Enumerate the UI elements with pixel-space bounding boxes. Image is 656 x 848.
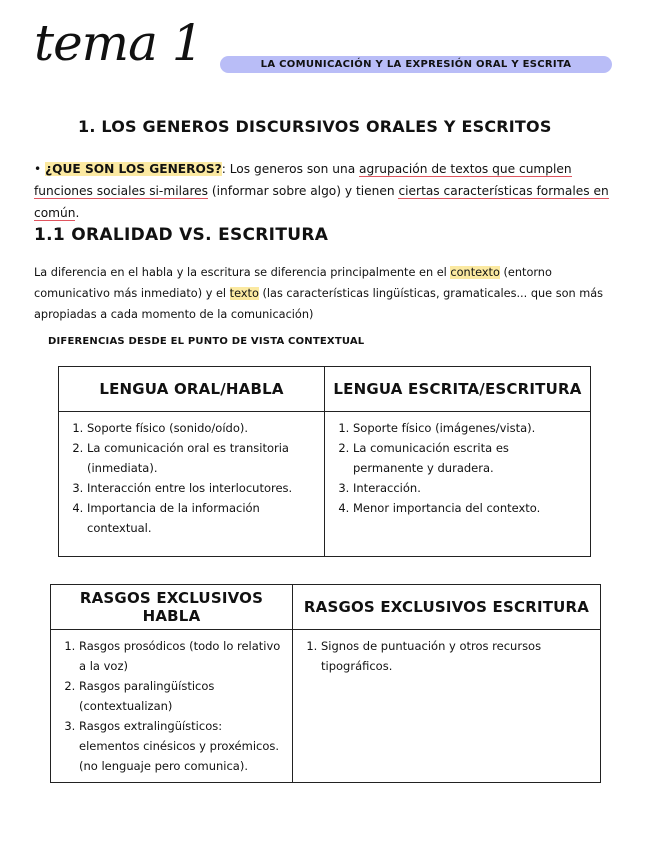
table1-cell-written	[325, 412, 591, 557]
list-item: 3. Rasgos extralingüísticos: elementos cinésicos y proxémicos. (no lenguaje pero comunica).	[79, 716, 282, 776]
para-text-b: (entorno comunicativo más inmediato) y el	[34, 266, 552, 300]
para-highlight-text: texto	[229, 287, 259, 300]
list-item: 1. Signos de puntuación y otros recursos tipográficos.	[321, 636, 590, 676]
list-item: 3. Interacción.	[353, 478, 580, 498]
answer-text-c: .	[75, 206, 80, 220]
bullet-dot-icon: •	[34, 162, 46, 176]
list-item: 1. Soporte físico (imágenes/vista).	[353, 418, 580, 438]
answer-highlight-2: ciertas características formales en común	[34, 184, 609, 220]
list-item: 2. Rasgos paralingüísticos (contextualizan)	[79, 676, 282, 716]
question-label: ¿QUE SON LOS GENEROS?	[45, 162, 222, 176]
list-item: 4. Importancia de la información contextual.	[87, 498, 314, 538]
table2-header-speech: RASGOS EXCLUSIVOS HABLA	[51, 585, 293, 630]
section-heading-2: 1.1 ORALIDAD VS. ESCRITURA	[34, 225, 329, 245]
oral-vs-written-table	[58, 366, 591, 557]
answer-text-a: : Los generos son una	[221, 162, 360, 176]
para-text-a: La diferencia en el habla y la escritura se diferencia principalmente en el	[34, 266, 451, 279]
table2-header-writing: RASGOS EXCLUSIVOS ESCRITURA	[293, 585, 601, 630]
answer-text-b: (informar sobre algo) y tienen	[208, 184, 399, 198]
table2-cell-speech	[51, 630, 293, 783]
table2-cell-writing	[293, 630, 601, 783]
list-item: 3. Interacción entre los interlocutores.	[87, 478, 314, 498]
list-item: 4. Menor importancia del contexto.	[353, 498, 580, 518]
list-item: 1. Soporte físico (sonido/oído).	[87, 418, 314, 438]
answer-highlight-1: agrupación de textos que cumplen funciones sociales si-milares	[34, 162, 572, 198]
exclusive-features-table	[50, 584, 601, 783]
list-item: 2. La comunicación escrita es permanente y duradera.	[353, 438, 580, 478]
para-text-c: (las características lingüísticas, gramaticales... que son más apropiadas a cada momento de la comunicación)	[34, 287, 604, 321]
table1-header-written: LENGUA ESCRITA/ESCRITURA	[325, 367, 591, 412]
page-title: tema 1	[34, 14, 203, 72]
table1-cell-oral	[59, 412, 325, 557]
section-heading-1: 1. LOS GENEROS DISCURSIVOS ORALES Y ESCRITOS	[78, 117, 552, 136]
list-item: 1. Rasgos prosódicos (todo lo relativo a la voz)	[79, 636, 282, 676]
definition-paragraph	[34, 158, 620, 224]
subheading-contextual: DIFERENCIAS DESDE EL PUNTO DE VISTA CONTEXTUAL	[48, 336, 365, 347]
list-item: 2. La comunicación oral es transitoria (inmediata).	[87, 438, 314, 478]
difference-paragraph	[34, 262, 620, 325]
para-highlight-context: contexto	[450, 266, 500, 279]
table1-header-oral: LENGUA ORAL/HABLA	[59, 367, 325, 412]
page-subtitle-banner: LA COMUNICACIÓN Y LA EXPRESIÓN ORAL Y ESCRITA	[220, 56, 612, 73]
